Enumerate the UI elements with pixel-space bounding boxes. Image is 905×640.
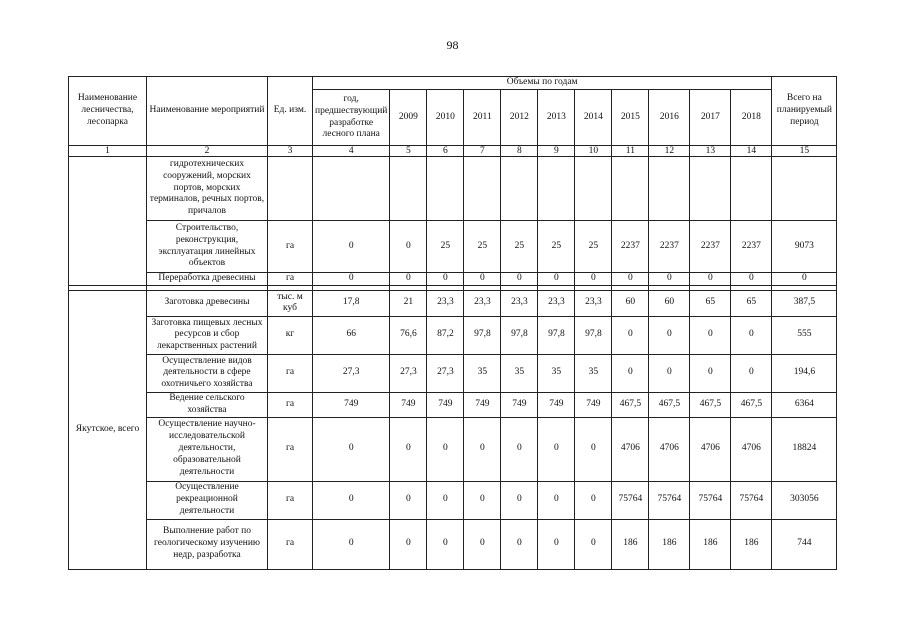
value-cell: 0 (390, 417, 427, 481)
value-cell: 2237 (649, 221, 690, 273)
header-year: 2015 (612, 90, 649, 146)
value-cell: 0 (427, 417, 464, 481)
column-number: 1 (69, 146, 147, 157)
value-cell: 97,8 (501, 316, 538, 354)
value-cell: 467,5 (690, 392, 731, 417)
value-cell: 27,3 (427, 354, 464, 392)
column-number: 8 (501, 146, 538, 157)
table-row (69, 392, 837, 417)
forest-plan-volumes-table (68, 76, 837, 570)
header-year: 2014 (575, 90, 612, 146)
value-cell: 0 (390, 481, 427, 519)
activity-name: Осуществление научно-исследовательской деятельности, образовательной деятельности (147, 417, 268, 481)
total-cell (772, 157, 837, 221)
value-cell: 60 (649, 290, 690, 316)
activity-name: Переработка древесины (147, 273, 268, 286)
value-cell: 0 (501, 481, 538, 519)
page-number: 98 (446, 38, 459, 52)
value-cell: 65 (690, 290, 731, 316)
value-cell: 35 (464, 354, 501, 392)
value-cell: 60 (612, 290, 649, 316)
unit-cell: га (268, 221, 313, 273)
column-number: 2 (147, 146, 268, 157)
table-row (69, 221, 837, 273)
value-cell: 0 (501, 273, 538, 286)
value-cell: 0 (464, 519, 501, 569)
total-cell: 6364 (772, 392, 837, 417)
value-cell: 0 (313, 273, 390, 286)
column-number: 6 (427, 146, 464, 157)
header-year: 2013 (538, 90, 575, 146)
value-cell: 23,3 (538, 290, 575, 316)
value-cell: 0 (690, 316, 731, 354)
value-cell: 0 (575, 417, 612, 481)
value-cell: 23,3 (464, 290, 501, 316)
value-cell: 0 (649, 354, 690, 392)
value-cell: 0 (390, 273, 427, 286)
value-cell: 186 (690, 519, 731, 569)
value-cell: 186 (649, 519, 690, 569)
value-cell: 0 (538, 519, 575, 569)
value-cell: 467,5 (649, 392, 690, 417)
value-cell (390, 157, 427, 221)
value-cell: 749 (313, 392, 390, 417)
header-forestry: Наименование лесничества, лесопарка (69, 77, 147, 146)
value-cell (538, 157, 575, 221)
column-number: 5 (390, 146, 427, 157)
value-cell: 0 (501, 519, 538, 569)
value-cell: 0 (390, 221, 427, 273)
activity-name: Осуществление рекреационной деятельности (147, 481, 268, 519)
column-number: 14 (731, 146, 772, 157)
unit-cell (268, 157, 313, 221)
value-cell: 0 (538, 481, 575, 519)
column-number: 3 (268, 146, 313, 157)
total-cell: 194,6 (772, 354, 837, 392)
value-cell: 467,5 (612, 392, 649, 417)
value-cell: 4706 (649, 417, 690, 481)
value-cell: 0 (427, 273, 464, 286)
value-cell: 75764 (731, 481, 772, 519)
value-cell: 35 (575, 354, 612, 392)
forestry-name: Якутское, всего (69, 290, 147, 569)
value-cell: 4706 (731, 417, 772, 481)
value-cell: 87,2 (427, 316, 464, 354)
unit-cell: га (268, 519, 313, 569)
total-cell: 9073 (772, 221, 837, 273)
value-cell: 4706 (612, 417, 649, 481)
forestry-cell-empty (69, 157, 147, 286)
value-cell: 75764 (649, 481, 690, 519)
activity-name: Строительство, реконструкция, эксплуатация линейных объектов (147, 221, 268, 273)
header-volumes-by-year: Объемы по годам (313, 77, 772, 90)
value-cell: 0 (464, 417, 501, 481)
value-cell: 23,3 (427, 290, 464, 316)
table-row (69, 519, 837, 569)
value-cell: 23,3 (501, 290, 538, 316)
value-cell: 0 (390, 519, 427, 569)
header-prior-year: год, предшествующий разработке лесного плана (313, 90, 390, 146)
value-cell: 0 (313, 221, 390, 273)
header-year: 2012 (501, 90, 538, 146)
value-cell: 0 (464, 481, 501, 519)
unit-cell: га (268, 417, 313, 481)
table-row (69, 417, 837, 481)
value-cell: 0 (538, 417, 575, 481)
unit-cell: тыс. м куб (268, 290, 313, 316)
value-cell (427, 157, 464, 221)
unit-cell: га (268, 481, 313, 519)
value-cell: 27,3 (313, 354, 390, 392)
table-row (69, 316, 837, 354)
value-cell: 0 (612, 273, 649, 286)
value-cell: 186 (612, 519, 649, 569)
value-cell: 2237 (612, 221, 649, 273)
activity-name: Осуществление видов деятельности в сфере охотничьего хозяйства (147, 354, 268, 392)
value-cell: 0 (690, 354, 731, 392)
value-cell: 2237 (690, 221, 731, 273)
value-cell: 4706 (690, 417, 731, 481)
total-cell: 387,5 (772, 290, 837, 316)
header-activity: Наименование мероприятий (147, 77, 268, 146)
header-year: 2018 (731, 90, 772, 146)
column-number: 15 (772, 146, 837, 157)
table-row (69, 354, 837, 392)
value-cell: 749 (464, 392, 501, 417)
value-cell: 25 (501, 221, 538, 273)
value-cell: 0 (731, 316, 772, 354)
value-cell: 0 (427, 519, 464, 569)
value-cell: 0 (690, 273, 731, 286)
column-number: 11 (612, 146, 649, 157)
value-cell (501, 157, 538, 221)
header-year: 2011 (464, 90, 501, 146)
total-cell: 555 (772, 316, 837, 354)
table-row (69, 290, 837, 316)
column-number: 9 (538, 146, 575, 157)
value-cell: 2237 (731, 221, 772, 273)
unit-cell: га (268, 392, 313, 417)
activity-name: Ведение сельского хозяйства (147, 392, 268, 417)
value-cell: 0 (731, 354, 772, 392)
column-number: 7 (464, 146, 501, 157)
total-cell: 303056 (772, 481, 837, 519)
value-cell: 97,8 (464, 316, 501, 354)
header-year: 2016 (649, 90, 690, 146)
value-cell: 35 (501, 354, 538, 392)
header-year: 2009 (390, 90, 427, 146)
table-row (69, 273, 837, 286)
value-cell (690, 157, 731, 221)
value-cell: 25 (538, 221, 575, 273)
activity-name: гидротехнических сооружений, морских портов, морских терминалов, речных портов, причалов (147, 157, 268, 221)
value-cell: 76,6 (390, 316, 427, 354)
unit-cell: га (268, 354, 313, 392)
value-cell: 25 (575, 221, 612, 273)
value-cell: 0 (501, 417, 538, 481)
value-cell: 0 (575, 481, 612, 519)
activity-name: Заготовка древесины (147, 290, 268, 316)
value-cell: 749 (427, 392, 464, 417)
value-cell: 97,8 (575, 316, 612, 354)
column-number: 13 (690, 146, 731, 157)
table-row (69, 157, 837, 221)
unit-cell: кг (268, 316, 313, 354)
value-cell: 0 (575, 273, 612, 286)
total-cell: 18824 (772, 417, 837, 481)
value-cell: 66 (313, 316, 390, 354)
value-cell (649, 157, 690, 221)
value-cell: 21 (390, 290, 427, 316)
value-cell: 0 (612, 316, 649, 354)
value-cell: 0 (575, 519, 612, 569)
value-cell: 0 (612, 354, 649, 392)
value-cell: 65 (731, 290, 772, 316)
table-row (69, 481, 837, 519)
value-cell: 467,5 (731, 392, 772, 417)
value-cell: 17,8 (313, 290, 390, 316)
value-cell: 0 (313, 481, 390, 519)
value-cell: 75764 (612, 481, 649, 519)
value-cell: 25 (464, 221, 501, 273)
value-cell: 749 (575, 392, 612, 417)
column-number: 10 (575, 146, 612, 157)
value-cell: 0 (427, 481, 464, 519)
value-cell: 0 (649, 316, 690, 354)
activity-name: Выполнение работ по геологическому изучению недр, разработка (147, 519, 268, 569)
value-cell: 23,3 (575, 290, 612, 316)
value-cell: 25 (427, 221, 464, 273)
value-cell (464, 157, 501, 221)
value-cell: 0 (464, 273, 501, 286)
value-cell (612, 157, 649, 221)
value-cell: 0 (731, 273, 772, 286)
column-number: 4 (313, 146, 390, 157)
header-total: Всего на планируемый период (772, 77, 837, 146)
unit-cell: га (268, 273, 313, 286)
value-cell: 35 (538, 354, 575, 392)
value-cell: 27,3 (390, 354, 427, 392)
activity-name: Заготовка пищевых лесных ресурсов и сбор лекарственных растений (147, 316, 268, 354)
value-cell: 0 (538, 273, 575, 286)
header-year: 2010 (427, 90, 464, 146)
value-cell: 0 (313, 417, 390, 481)
total-cell: 744 (772, 519, 837, 569)
column-number: 12 (649, 146, 690, 157)
value-cell: 97,8 (538, 316, 575, 354)
total-cell: 0 (772, 273, 837, 286)
value-cell (575, 157, 612, 221)
value-cell: 749 (390, 392, 427, 417)
value-cell: 75764 (690, 481, 731, 519)
header-unit: Ед. изм. (268, 77, 313, 146)
value-cell: 749 (501, 392, 538, 417)
value-cell: 749 (538, 392, 575, 417)
value-cell: 0 (649, 273, 690, 286)
value-cell (731, 157, 772, 221)
value-cell: 186 (731, 519, 772, 569)
value-cell (313, 157, 390, 221)
header-year: 2017 (690, 90, 731, 146)
value-cell: 0 (313, 519, 390, 569)
